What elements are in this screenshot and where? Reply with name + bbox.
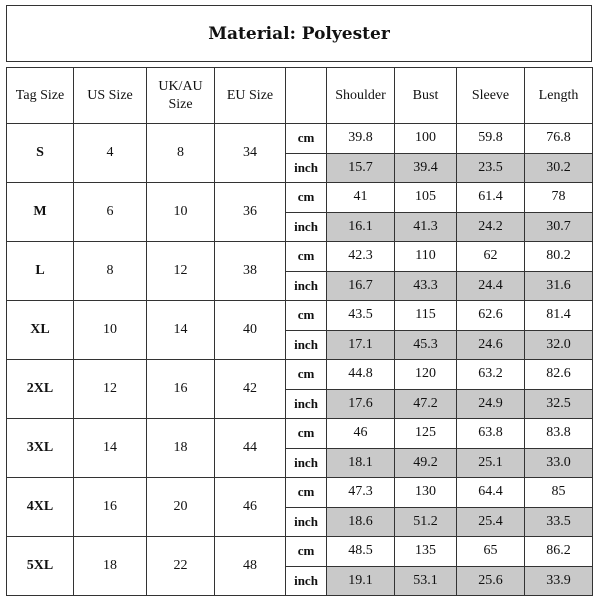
eu-size-cell: 34: [215, 124, 286, 183]
unit-inch-cell: inch: [286, 212, 327, 242]
length-inch-cell: 33.0: [525, 448, 593, 478]
shoulder-inch-cell: 16.1: [327, 212, 395, 242]
length-cm-cell: 81.4: [525, 301, 593, 331]
shoulder-cm-cell: 48.5: [327, 537, 395, 567]
sleeve-inch-cell: 23.5: [457, 153, 525, 183]
unit-inch-cell: inch: [286, 566, 327, 596]
header-sleeve: Sleeve: [457, 68, 525, 124]
header-us-size: US Size: [74, 68, 147, 124]
bust-inch-cell: 45.3: [395, 330, 457, 360]
unit-cm-cell: cm: [286, 360, 327, 390]
table-row: [7, 419, 593, 449]
shoulder-inch-cell: 17.1: [327, 330, 395, 360]
us-size-cell: 8: [74, 242, 147, 301]
uk-au-size-cell: 20: [147, 478, 215, 537]
length-cm-cell: 82.6: [525, 360, 593, 390]
us-size-cell: 18: [74, 537, 147, 596]
length-inch-cell: 32.0: [525, 330, 593, 360]
tag-size-cell: L: [7, 242, 74, 301]
sleeve-cm-cell: 64.4: [457, 478, 525, 508]
eu-size-cell: 36: [215, 183, 286, 242]
table-row: [7, 124, 593, 154]
uk-au-size-cell: 12: [147, 242, 215, 301]
eu-size-cell: 38: [215, 242, 286, 301]
tag-size-cell: 5XL: [7, 537, 74, 596]
uk-au-size-cell: 18: [147, 419, 215, 478]
bust-inch-cell: 53.1: [395, 566, 457, 596]
tag-size-cell: 2XL: [7, 360, 74, 419]
tag-size-cell: XL: [7, 301, 74, 360]
shoulder-cm-cell: 46: [327, 419, 395, 449]
length-inch-cell: 30.7: [525, 212, 593, 242]
shoulder-cm-cell: 47.3: [327, 478, 395, 508]
table-row: [7, 360, 593, 390]
unit-inch-cell: inch: [286, 153, 327, 183]
uk-au-size-cell: 16: [147, 360, 215, 419]
shoulder-cm-cell: 39.8: [327, 124, 395, 154]
bust-cm-cell: 120: [395, 360, 457, 390]
unit-cm-cell: cm: [286, 242, 327, 272]
unit-cm-cell: cm: [286, 537, 327, 567]
unit-cm-cell: cm: [286, 183, 327, 213]
shoulder-cm-cell: 41: [327, 183, 395, 213]
unit-cm-cell: cm: [286, 301, 327, 331]
length-inch-cell: 33.9: [525, 566, 593, 596]
tag-size-cell: S: [7, 124, 74, 183]
bust-inch-cell: 47.2: [395, 389, 457, 419]
table-row: [7, 478, 593, 508]
shoulder-cm-cell: 43.5: [327, 301, 395, 331]
header-length: Length: [525, 68, 593, 124]
bust-inch-cell: 41.3: [395, 212, 457, 242]
sleeve-cm-cell: 62.6: [457, 301, 525, 331]
us-size-cell: 16: [74, 478, 147, 537]
table-row: [7, 537, 593, 567]
unit-inch-cell: inch: [286, 389, 327, 419]
uk-au-size-cell: 22: [147, 537, 215, 596]
tag-size-cell: 4XL: [7, 478, 74, 537]
length-cm-cell: 76.8: [525, 124, 593, 154]
shoulder-inch-cell: 19.1: [327, 566, 395, 596]
us-size-cell: 12: [74, 360, 147, 419]
header-tag-size: Tag Size: [7, 68, 74, 124]
length-cm-cell: 86.2: [525, 537, 593, 567]
shoulder-inch-cell: 16.7: [327, 271, 395, 301]
bust-inch-cell: 51.2: [395, 507, 457, 537]
table-row: [7, 183, 593, 213]
unit-cm-cell: cm: [286, 419, 327, 449]
bust-cm-cell: 135: [395, 537, 457, 567]
size-chart: [6, 5, 594, 595]
us-size-cell: 14: [74, 419, 147, 478]
us-size-cell: 10: [74, 301, 147, 360]
sleeve-cm-cell: 62: [457, 242, 525, 272]
eu-size-cell: 46: [215, 478, 286, 537]
header-uk-au-size: [147, 68, 215, 124]
tag-size-cell: M: [7, 183, 74, 242]
unit-cm-cell: cm: [286, 478, 327, 508]
header-row: [7, 68, 593, 124]
header-unit: [286, 68, 327, 124]
page-title: Material: Polyester: [6, 5, 592, 62]
sleeve-inch-cell: 24.6: [457, 330, 525, 360]
length-cm-cell: 83.8: [525, 419, 593, 449]
eu-size-cell: 48: [215, 537, 286, 596]
sleeve-cm-cell: 63.8: [457, 419, 525, 449]
bust-cm-cell: 115: [395, 301, 457, 331]
length-inch-cell: 30.2: [525, 153, 593, 183]
length-inch-cell: 33.5: [525, 507, 593, 537]
length-cm-cell: 78: [525, 183, 593, 213]
sleeve-inch-cell: 25.4: [457, 507, 525, 537]
length-cm-cell: 85: [525, 478, 593, 508]
eu-size-cell: 40: [215, 301, 286, 360]
bust-cm-cell: 125: [395, 419, 457, 449]
sleeve-cm-cell: 59.8: [457, 124, 525, 154]
unit-cm-cell: cm: [286, 124, 327, 154]
length-inch-cell: 32.5: [525, 389, 593, 419]
header-uk-au-line1: UK/AU: [158, 78, 203, 94]
bust-inch-cell: 49.2: [395, 448, 457, 478]
bust-cm-cell: 100: [395, 124, 457, 154]
uk-au-size-cell: 14: [147, 301, 215, 360]
sleeve-inch-cell: 25.6: [457, 566, 525, 596]
size-table: [6, 67, 593, 596]
length-inch-cell: 31.6: [525, 271, 593, 301]
sleeve-inch-cell: 24.4: [457, 271, 525, 301]
sleeve-inch-cell: 25.1: [457, 448, 525, 478]
us-size-cell: 6: [74, 183, 147, 242]
bust-cm-cell: 130: [395, 478, 457, 508]
shoulder-cm-cell: 42.3: [327, 242, 395, 272]
shoulder-inch-cell: 15.7: [327, 153, 395, 183]
header-bust: Bust: [395, 68, 457, 124]
header-uk-au-line2: Size: [168, 96, 193, 112]
shoulder-inch-cell: 17.6: [327, 389, 395, 419]
tag-size-cell: 3XL: [7, 419, 74, 478]
shoulder-cm-cell: 44.8: [327, 360, 395, 390]
bust-inch-cell: 43.3: [395, 271, 457, 301]
header-shoulder: Shoulder: [327, 68, 395, 124]
bust-cm-cell: 110: [395, 242, 457, 272]
sleeve-inch-cell: 24.9: [457, 389, 525, 419]
length-cm-cell: 80.2: [525, 242, 593, 272]
shoulder-inch-cell: 18.1: [327, 448, 395, 478]
unit-inch-cell: inch: [286, 507, 327, 537]
shoulder-inch-cell: 18.6: [327, 507, 395, 537]
bust-cm-cell: 105: [395, 183, 457, 213]
bust-inch-cell: 39.4: [395, 153, 457, 183]
eu-size-cell: 42: [215, 360, 286, 419]
unit-inch-cell: inch: [286, 448, 327, 478]
sleeve-cm-cell: 61.4: [457, 183, 525, 213]
table-row: [7, 242, 593, 272]
unit-inch-cell: inch: [286, 271, 327, 301]
sleeve-cm-cell: 65: [457, 537, 525, 567]
sleeve-inch-cell: 24.2: [457, 212, 525, 242]
sleeve-cm-cell: 63.2: [457, 360, 525, 390]
eu-size-cell: 44: [215, 419, 286, 478]
us-size-cell: 4: [74, 124, 147, 183]
uk-au-size-cell: 10: [147, 183, 215, 242]
uk-au-size-cell: 8: [147, 124, 215, 183]
table-row: [7, 301, 593, 331]
header-eu-size: EU Size: [215, 68, 286, 124]
unit-inch-cell: inch: [286, 330, 327, 360]
